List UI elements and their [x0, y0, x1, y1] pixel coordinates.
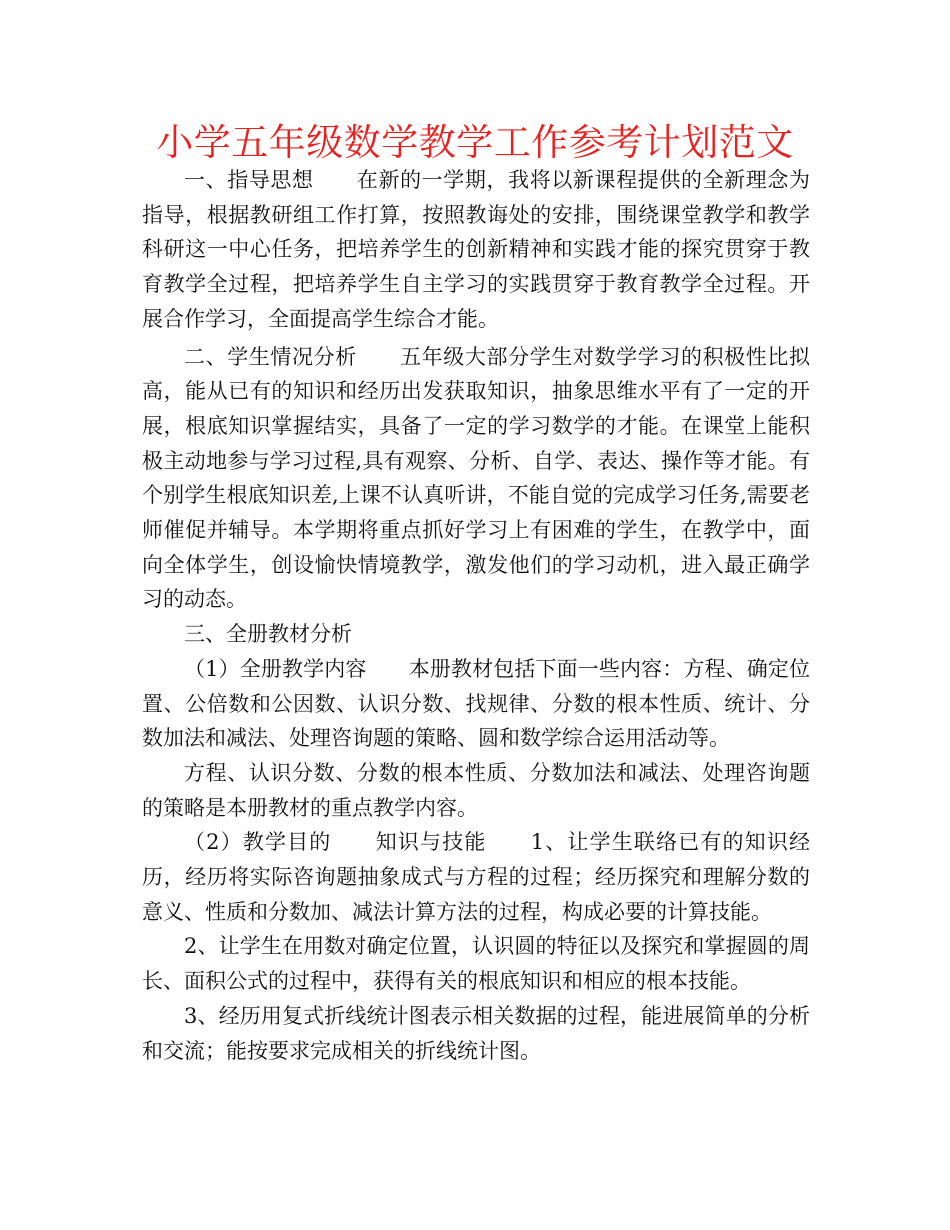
paragraph-student-analysis: 二、学生情况分析 五年级大部分学生对数学学习的积极性比拟高，能从已有的知识和经历出发获取知识，抽象思维水平有了一定的开展，根底知识掌握结实，具备了一定的学习数学的才能。在课堂上能积极主动地参与学习过程,具有观察、分析、自学、表达、操作等才能。有个别学生根底知识差,上课不认真听讲，不能自觉的完成学习任务,需要老师催促并辅导。本学期将重点抓好学习上有困难的学生，在教学中，面向全体学生，创设愉快情境教学，激发他们的学习动机，进入最正确学习的动态。 — [142, 344, 810, 612]
paragraph-guiding-ideology: 一、指导思想 在新的一学期，我将以新课程提供的全新理念为指导，根据教研组工作打算，按照教诲处的安排，围绕课堂教学和教学科研这一中心任务，把培养学生的创新精神和实践才能的探究贯穿于教育教学全过程，把培养学生自主学习的实践贯穿于教育教学全过程。开展合作学习，全面提高学生综合才能。 — [142, 168, 810, 331]
paragraph-teaching-content: （1）全册教学内容 本册教材包括下面一些内容：方程、确定位置、公倍数和公因数、认识分数、找规律、分数的根本性质、统计、分数加法和减法、处理咨询题的策略、圆和数学综合运用活动等。 — [142, 656, 810, 751]
document-title: 小学五年级数学教学工作参考计划范文 — [156, 121, 794, 164]
paragraph-teaching-goals: （2）教学目的 知识与技能 1、让学生联络已有的知识经历，经历将实际咨询题抽象成式与方程的过程；经历探究和理解分数的意义、性质和分数加、减法计算方法的过程，构成必要的计算技能。 — [142, 830, 810, 924]
document-body — [142, 163, 810, 1068]
paragraph-textbook-analysis-heading: 三、全册教材分析 — [184, 622, 352, 647]
paragraph-key-content: 方程、认识分数、分数的根本性质、分数加法和减法、处理咨询题的策略是本册教材的重点教学内容。 — [142, 760, 810, 820]
paragraph-goal-2: 2、让学生在用数对确定位置，认识圆的特征以及探究和掌握圆的周长、面积公式的过程中，获得有关的根底知识和相应的根本技能。 — [142, 934, 810, 994]
paragraph-goal-3: 3、经历用复式折线统计图表示相关数据的过程，能进展简单的分析和交流；能按要求完成相关的折线统计图。 — [142, 1003, 810, 1063]
